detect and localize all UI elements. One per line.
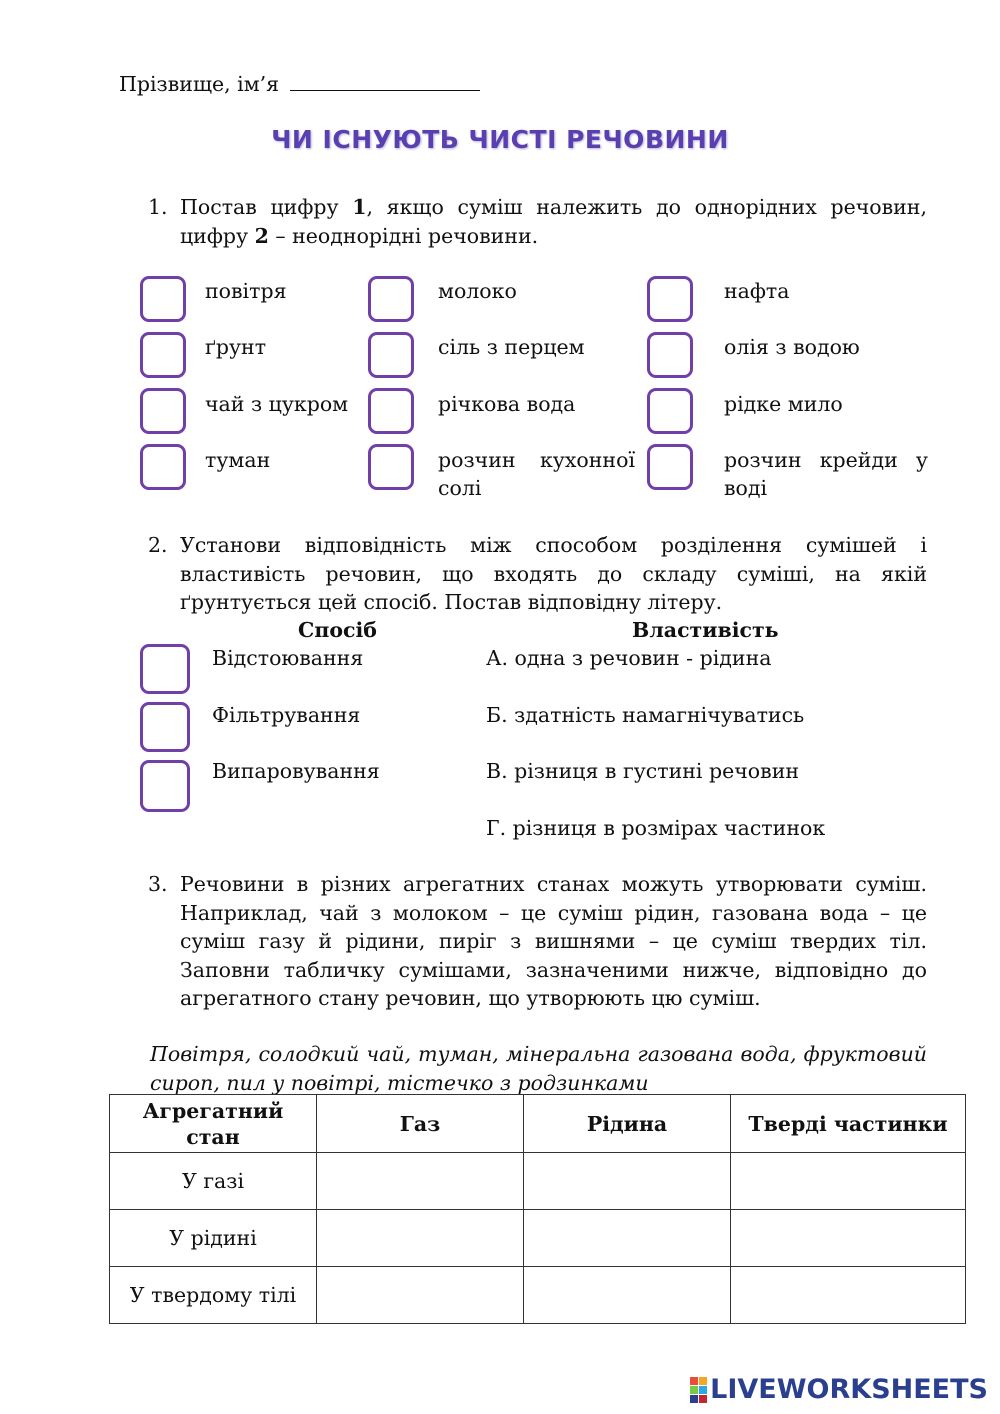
q1-answer-box[interactable] (140, 332, 186, 378)
q2-method: Відстоювання (212, 646, 364, 670)
q1-answer-box[interactable] (368, 332, 414, 378)
q1-text-c: цифру (180, 223, 255, 248)
q1-answer-box[interactable] (140, 276, 186, 322)
q2-answer-box[interactable] (140, 702, 190, 752)
table-header: Газ (317, 1095, 524, 1153)
q2-property: Г. різниця в розмірах частинок (486, 816, 826, 840)
q1-text-b: , якщо суміш належить до однорідних речовин, (366, 195, 927, 219)
table-cell[interactable] (317, 1210, 524, 1267)
table-row (110, 1267, 966, 1324)
table-cell[interactable] (731, 1267, 966, 1324)
table-cell[interactable] (524, 1153, 731, 1210)
q1-bold-2: 2 (254, 223, 269, 248)
q3-text: Речовини в різних агрегатних станах можуть утворювати суміш. Наприклад, чай з молоком – це суміш рідин, газована вода – це суміш газу й рідини, пиріг з вишнями – це суміш твердих тіл. Заповни табличку сумішами, зазначеними нижче, відповідно до агрегатного стану речовин, що утворюють цю суміш. (180, 872, 927, 1010)
q1-answer-box[interactable] (140, 444, 186, 490)
table-header: Рідина (524, 1095, 731, 1153)
q1-item: молоко (438, 279, 517, 303)
table-cell[interactable] (524, 1210, 731, 1267)
liveworksheets-logo-icon (690, 1377, 707, 1403)
table-row-label: У твердому тілі (110, 1267, 317, 1324)
mixture-table (109, 1094, 966, 1324)
q2-text: Установи відповідність між способом розділення сумішей і властивість речовин, що входять до складу суміші, на якій ґрунтується цей спосіб. Постав відповідну літеру. (180, 533, 927, 614)
q1-item: річкова вода (438, 392, 576, 416)
q1-item: розчин крейди у воді (724, 448, 928, 500)
table-header: Агрегатний стан (110, 1095, 317, 1153)
table-row (110, 1210, 966, 1267)
q1-item: чай з цукром (205, 392, 349, 416)
q1-bold-1: 1 (352, 195, 367, 219)
table-cell[interactable] (317, 1267, 524, 1324)
q2-answer-box[interactable] (140, 644, 190, 694)
q2-method-header: Спосіб (298, 618, 377, 642)
name-blank[interactable] (290, 72, 480, 91)
q1-answer-box[interactable] (140, 388, 186, 434)
table-cell[interactable] (524, 1267, 731, 1324)
q2-answer-box[interactable] (140, 760, 190, 812)
q2-property: А. одна з речовин - рідина (486, 646, 772, 670)
name-label: Прізвище, ім’я (119, 72, 280, 96)
q1-answer-box[interactable] (368, 388, 414, 434)
logo-text: LIVEWORKSHEETS (710, 1374, 988, 1405)
q2-method: Фільтрування (212, 703, 361, 727)
q1-item: рідке мило (724, 392, 843, 416)
q1-item: повітря (205, 279, 287, 303)
q1-item: сіль з перцем (438, 335, 585, 359)
table-cell[interactable] (731, 1153, 966, 1210)
table-cell[interactable] (317, 1153, 524, 1210)
q1-item: туман (205, 448, 271, 472)
q2-method: Випаровування (212, 759, 380, 783)
q1-answer-box[interactable] (368, 444, 414, 490)
q2-property-header: Властивість (632, 618, 779, 642)
q2-property: В. різниця в густині речовин (486, 759, 800, 783)
q1-answer-box[interactable] (647, 332, 693, 378)
liveworksheets-logo (690, 1374, 988, 1405)
q1-answer-box[interactable] (368, 276, 414, 322)
q1-answer-box[interactable] (647, 388, 693, 434)
q2-number: 2. (148, 533, 168, 557)
table-header: Тверді частинки (731, 1095, 966, 1153)
table-row (110, 1153, 966, 1210)
student-name-field (119, 72, 480, 96)
q1-answer-box[interactable] (647, 444, 693, 490)
q2-property: Б. здатність намагнічуватись (486, 703, 805, 727)
q1-item: нафта (724, 279, 790, 303)
page-title: ЧИ ІСНУЮТЬ ЧИСТІ РЕЧОВИНИ (271, 125, 729, 154)
q1-text-a: Постав цифру (180, 195, 353, 219)
q1-text-d: – неоднорідні речовини. (268, 223, 539, 248)
q3-mixture-list: Повітря, солодкий чай, туман, мінеральна газована вода, фруктовий сироп, пил у повітрі, тістечко з родзинками (150, 1042, 927, 1095)
table-row-label: У рідині (110, 1210, 317, 1267)
q3-number: 3. (148, 872, 168, 896)
q1-text (180, 193, 927, 250)
q1-number: 1. (148, 195, 168, 219)
q1-item: олія з водою (724, 335, 860, 359)
table-cell[interactable] (731, 1210, 966, 1267)
q1-answer-box[interactable] (647, 276, 693, 322)
table-row-label: У газі (110, 1153, 317, 1210)
q1-item: розчин кухонної солі (438, 448, 635, 500)
q1-item: ґрунт (205, 335, 267, 359)
